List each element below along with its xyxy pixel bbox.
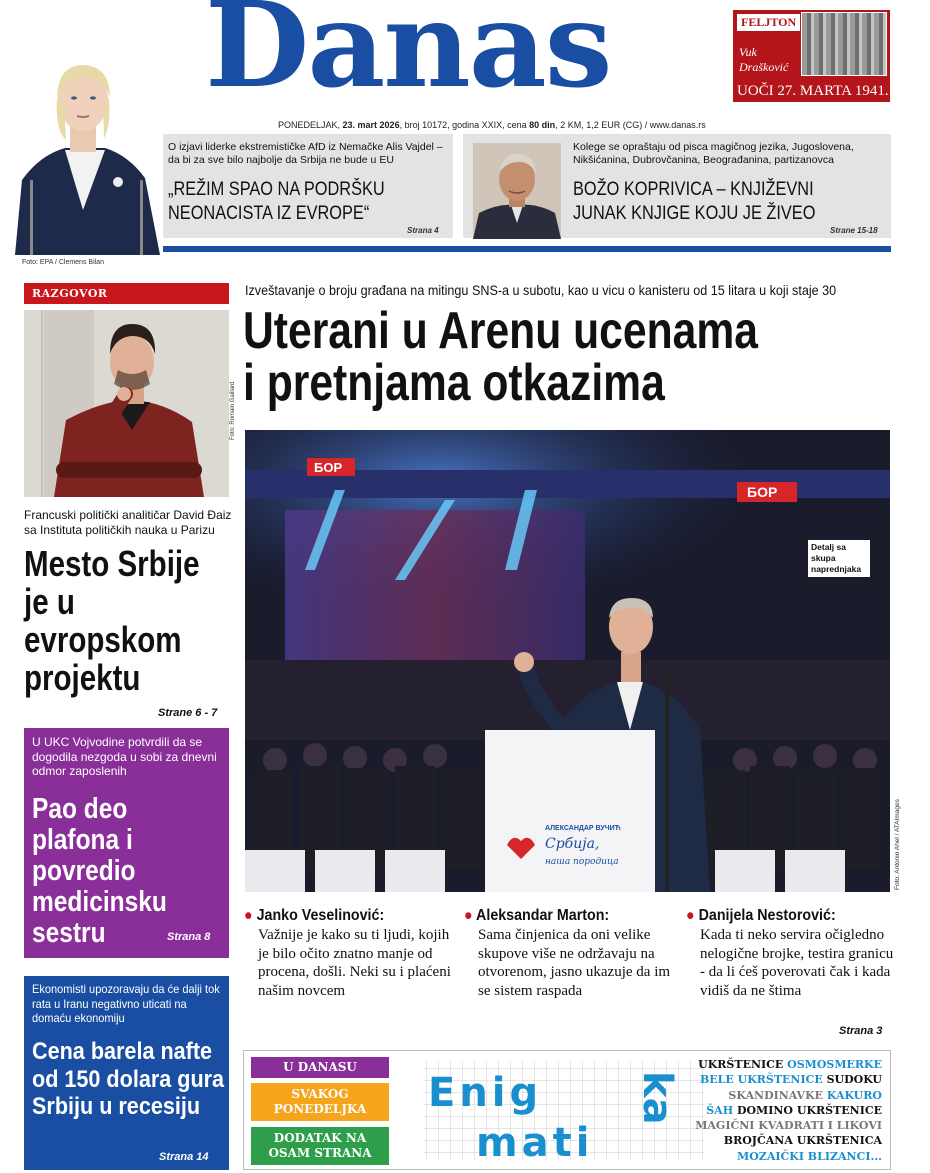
enigmatika-item-label: SKANDINAVKE xyxy=(728,1088,827,1102)
svg-text:Enig: Enig xyxy=(428,1070,543,1116)
main-story-intro: Izveštavanje o broju građana na mitingu SNS-a u subotu, kao u vicu o kanisteru od 15 litara u koji staje 30 xyxy=(245,282,837,298)
quote-author: ● Aleksandar Marton: xyxy=(464,907,610,924)
pill-u-danasu: U DANASU xyxy=(251,1057,389,1078)
teaser-intro: Kolege se opraštaju od pisca magičnog jezika, Jugoslovena, Nikšićanina, Dubrovčanina, Beograđanina, partizanovca xyxy=(573,141,854,166)
enigmatika-item-label: KAKURO xyxy=(826,1088,882,1102)
enigmatika-item-label: DOMINO UKRŠTENICE xyxy=(736,1103,882,1117)
teaser-headline-line1: „REŽIM SPAO NA PODRŠKU xyxy=(168,179,385,200)
bozo-koprivica-photo xyxy=(473,143,561,239)
svg-text:Србија,: Србија, xyxy=(545,836,600,852)
story-oil-price[interactable] xyxy=(24,976,229,1170)
enigmatika-promo[interactable] xyxy=(243,1050,891,1170)
page-ref: Strana 8 xyxy=(167,931,211,943)
quote-janko-veselinovic[interactable] xyxy=(244,907,459,1000)
quote-text: Kada ti neko servira očigledno nelogične brojke, testira granicu - da li ćeš poverovati čak i kada vidiš da ne štima xyxy=(700,927,894,999)
page-ref: Strane 15-18 xyxy=(830,226,878,235)
david-djaiz-photo[interactable] xyxy=(24,310,229,497)
teaser-headline-line1: BOŽO KOPRIVICA – KNJIŽEVNI xyxy=(573,179,814,200)
quote-author: ● Janko Veselinović: xyxy=(244,907,385,924)
feljton-author: Vuk Drašković xyxy=(739,45,789,74)
svg-text:mati: mati xyxy=(476,1120,594,1166)
svg-text:ka: ka xyxy=(634,1071,680,1125)
story-ceiling-collapse[interactable] xyxy=(24,728,229,958)
enigmatika-list-item xyxy=(695,1118,882,1133)
page-ref: Strana 4 xyxy=(407,226,439,235)
feljton-teaser[interactable] xyxy=(733,10,915,102)
enigmatika-list-item xyxy=(695,1072,882,1087)
feljton-photo xyxy=(801,12,887,76)
enigmatika-item-label: UKRŠTENICE xyxy=(698,1058,788,1071)
enigmatika-contents xyxy=(695,1057,882,1164)
svg-text:БОР: БОР xyxy=(314,460,343,475)
enigmatika-item-label: MAGIČNI KVADRATI I LIKOVI xyxy=(695,1119,882,1133)
feljton-title: UOČI 27. MARTA 1941. Str. 29 xyxy=(737,83,915,99)
story-headline: Pao deo plafona i povredio medicinsku sestru xyxy=(32,793,167,949)
photo-credit: Foto: EPA / Clemens Bilan xyxy=(22,259,104,266)
enigmatika-list-item xyxy=(695,1103,882,1118)
svg-text:наша породица: наша породица xyxy=(545,857,619,867)
quote-text: Važnije je kako su ti ljudi, kojih je bilo očito znatno manje od procena, došli. Neki su i plaćeni našim novcem xyxy=(258,927,451,999)
alice-weidel-photo xyxy=(0,60,165,255)
divider-line xyxy=(163,246,891,252)
enigmatika-list-item xyxy=(695,1149,882,1164)
photo-credit: Foto: Romain Gaillard xyxy=(230,381,236,440)
teaser-alice-weidel[interactable] xyxy=(163,134,453,238)
pill-svakog-ponedeljka: SVAKOG PONEDELJKA xyxy=(251,1083,389,1121)
main-story-headline[interactable]: Uterani u Arenu ucenama i pretnjama otkazima xyxy=(243,302,758,412)
enigmatika-item-label: OSMOSMERKE xyxy=(787,1058,882,1071)
quote-aleksandar-marton[interactable] xyxy=(464,907,679,1000)
enigmatika-item-label: MOZAIČKI BLIZANCI... xyxy=(737,1149,882,1163)
rally-photo[interactable] xyxy=(245,430,890,892)
enigmatika-item-label: SUDOKU xyxy=(826,1073,882,1087)
section-tag-razgovor: RAZGOVOR xyxy=(24,283,229,304)
svg-text:БОР: БОР xyxy=(747,484,778,500)
story-intro: Ekonomisti upozoravaju da će dalji tok rata u Iranu negativno uticati na domaću ekonomiju xyxy=(32,982,220,1025)
photo-credit: Foto: Antonio Ahel / ATAImages xyxy=(894,799,901,890)
teaser-intro: O izjavi liderke ekstremističke AfD iz Nemačke Alis Vajdel – da bi za sve bilo najbolje da Srbija ne bude u EU xyxy=(168,141,443,166)
enigmatika-item-label: BELE UKRŠTENICE xyxy=(699,1073,827,1087)
enigmatika-list-item xyxy=(695,1133,882,1148)
newspaper-logo[interactable]: Danas xyxy=(205,0,611,114)
quote-text: Sama činjenica da oni velike skupove više ne održavaju na otvorenom, jasno ukazuje da im se sistem raspada xyxy=(478,927,671,999)
pill-dodatak: DODATAK NA OSAM STRANA xyxy=(251,1127,389,1165)
teaser-headline-line2: JUNAK KNJIGE KOJU JE ŽIVEO xyxy=(573,203,816,224)
teaser-headline-line2: NEONACISTA IZ EVROPE“ xyxy=(168,203,370,224)
quote-danijela-nestorovic[interactable] xyxy=(686,907,894,1000)
dateline: PONEDELJAK, 23. mart 2026, broj 10172, godina XXIX, cena 80 din, 2 KM, 1,2 EUR (CG) / www.danas.rs xyxy=(278,120,706,130)
enigmatika-item-label: ŠAH xyxy=(706,1103,737,1117)
page-ref: Strana 3 xyxy=(839,1025,883,1037)
story-intro: U UKC Vojvodine potvrdili da se dogodila nezgoda u sobi za dnevni odmor zaposlenih xyxy=(32,735,217,778)
enigmatika-list-item xyxy=(695,1088,882,1103)
photo-caption: Detalj sa skupa naprednjaka xyxy=(808,540,870,577)
svg-text:АЛЕКСАНДАР ВУЧИЋ: АЛЕКСАНДАР ВУЧИЋ xyxy=(545,825,621,832)
quote-author: ● Danijela Nestorović: xyxy=(686,907,836,924)
interview-intro: Francuski politički analitičar David Đaiz sa Instituta političkih nauka u Parizu xyxy=(24,508,232,537)
enigmatika-list-item xyxy=(695,1057,882,1072)
page-ref: Strana 14 xyxy=(159,1151,209,1163)
enigmatika-item-label: BROJČANA UKRŠTENICA xyxy=(723,1134,882,1148)
feljton-tag: FELJTON xyxy=(737,14,800,31)
page-ref: Strane 6 - 7 xyxy=(158,707,218,719)
enigmatika-logo xyxy=(414,1056,714,1166)
story-headline: Cena barela nafte od 150 dolara gura Srbiju u recesiju xyxy=(32,1038,225,1120)
interview-headline[interactable]: Mesto Srbije je u evropskom projektu xyxy=(24,543,200,698)
